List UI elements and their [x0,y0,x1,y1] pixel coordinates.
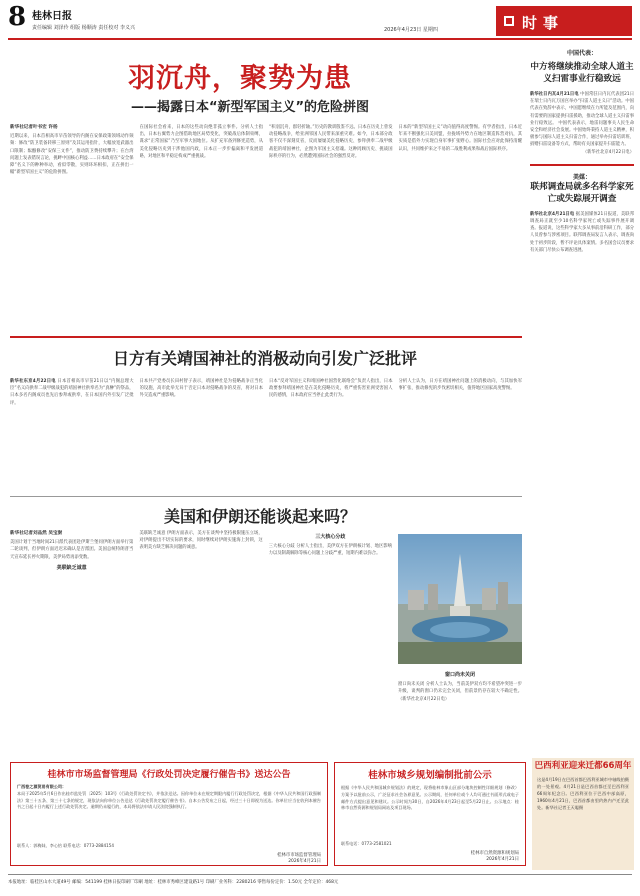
lead-text: 近期以来，日本首相高市早苗领导的内阁在安保政策领域动作频频：修改“防卫装备转移三原则”及其运用指针，大幅放宽武器出口限制；酝酿修改“安保三文件”，推动防卫费持续攀升；在台湾问题上发表错误言论，挑衅中国核心利益……日本政府在“安全保障”名义下的种种举动，看似零散，实则环环相扣，正在拼出一幅“新型军国主义”的危险拼图。 [10,134,134,176]
yasukuni-text: 日本首相高市早苗21日以“内阁总理大臣”名义向供奉二战甲级战犯的靖国神社供奉名为“真榊”的祭品，日本多名内阁成员也先后参拜或供奉，在日本国内外引发广泛批评。 [10,379,134,406]
iran-column [269,530,392,752]
iran-text: 美国计划于当地时间21日派代表团赴伊斯兰堡同伊朗方面举行第二轮谈判，但伊朗方面迟迟未确认是否派团。美国总统特朗普当天宣布延长停火期限，美伊局势再添变数。 [10,540,134,560]
section-label: 时事 [522,14,565,32]
iran-subhead: 三大核心分歧 [315,534,346,540]
yasukuni-column: 日本“反对军国主义和靖国神社国营化联络会”负责人指出，日本政要参拜靖国神社是在美化侵略历史，将严重伤害亚洲受害国人民的感情，日本政府应当停止此类行为。 [269,379,393,399]
iran-column: 美联缺乏诚意 伊朗方面表示，美方在谈判中坚持极限施压立场，对伊朗提出不切实际的要求，同时继续对伊朗实施海上封锁，这表明美方缺乏解决问题的诚意。 [139,531,263,551]
page-footer: 本报地址：临桂区山水大道49号 邮编：541199 桂林日报印刷厂印刷 地址：桂林市秀峰区建设路1号 印刷厂业务科：2280216 零售每份定价：1.50元 全年定价：468元 [8,874,632,890]
right-para: 中国常驻日内瓦代表团21日在瑞士日内瓦万国宫举办“扫雷人道主义日”活动。中国代表在致辞中表示，中国愿继续在力所能及范围内，向有需要的国家提供扫雷援助，推动全球人道主义扫雷事业行稳致远。 [530,92,634,126]
iran-text: 三大核心分歧 分析人士指出，美伊双方在伊朗核计划、地区影响力以及制裁解除等核心问题上分歧严重，短期内难以弥合。 [268,544,392,557]
right-dateline-2: 新华社北京4月21日电 [530,211,575,217]
right-title: 中方将继续推动全球人道主义扫雷事业行稳致远 [530,62,634,84]
lead-column: 在国际社会看来，日本的这些动向绝非孤立事件。分析人士指出，日本右翼势力企图借助地区局势变化，突破战后体制束缚，谋求“正常国家”乃至军事大国地位。从扩充军备到修宪造势，从美化侵略历史到干涉他国内政，日本正一步步偏离和平发展道路，对地区和平稳定构成严重挑战。 [139,125,263,159]
issue-date: 2026年4月23日 星期四 [384,27,438,33]
notice-signature: 桂林市自然资源和规划局 2026年4月21日 [470,850,519,862]
yasukuni-column: 分析人士认为，日方在靖国神社问题上的消极动向，与其加快军事扩张、推动修宪的步伐密切相关，值得地区国家高度警惕。 [398,379,522,392]
section-divider [10,496,522,497]
iran-subhead: 窗口尚未关闭 [444,672,475,678]
notice-signature: 桂林市市场监督管理局 2026年4月21日 [277,852,321,864]
yasukuni-body [10,378,522,490]
lead-byline: 新华社记者叶书宏 许杨 [10,125,58,130]
notice-title: 桂林市城乡规划编制批前公示 [368,770,492,781]
iran-title: 美国和伊朗还能谈起来吗？ [163,507,356,526]
right-divider [530,164,634,166]
section-marker-icon [504,16,514,26]
city-photo [398,534,522,664]
lead-title: 羽沉舟，聚势为患 [128,63,352,94]
yasukuni-dateline: 新华社东京4月22日电 [10,379,56,384]
page-header [8,4,632,38]
right-para: 中国代表表示，地雷问题事关人民生命安全和经济社会发展。中国始终秉持人道主义精神，积极参与国际人道主义扫雷合作，通过举办扫雷培训班、捐赠扫雷设备等方式，帮助有关国家提升扫雷能力。 [530,120,634,148]
right-column [530,48,634,608]
right-kicker: 中国代表： [566,50,597,57]
notice-body: 根据《中华人民共和国城乡规划法》的规定，现将桂林市象山区部分地块控制性详细规划（修改）方案予以批前公示，广泛征求社会各界意见。公示期间，任何单位或个人均可通过书面形式或电子邮件方式提出意见和建议。公示时间为30日，自2026年4月23日起至5月22日止。公示地点：桂林市自然资源和规划局网站及项目现场。 [341,785,519,811]
notice-market-supervision [10,762,328,866]
right-para-2: 据美国媒体21日报道，美联邦调查局正就至少10名科学家死亡或失踪事件展开调查。报道说，这些科学家大多从事前沿科研工作，部分人员曾参与涉密项目。联邦调查局发言人表示，调查尚处于初步阶段，暂不评论具体案情。多名国会议员要求有关部门尽快公布调查进展。 [530,211,634,253]
lead-subtitle: ——揭露日本“新型军国主义”的危险拼图 [130,100,370,115]
iran-column [10,530,133,752]
iran-final-column [398,668,522,750]
iran-text: 窗口尚未关闭 分析人士认为，当前美伊双方均不希望冲突进一步升级，谈判的窗口仍未完全关闭，但前景仍存在较大不确定性。（新华社北京4月22日电） [398,682,522,702]
notice-recipient: 广西卷之源贸易有限公司： [17,784,67,789]
header-rule [8,38,632,40]
page-number: 8 [8,2,27,32]
paper-name: 桂林日报 [32,11,72,22]
yasukuni-column: 日本共产党委员长田村智子表示，靖国神社是为侵略战争正当化的设施，高市此举无异于否定日本对侵略战争的反省，将对日本外交造成严重影响。 [139,379,263,399]
lead-column: “积羽沉舟，群轻折轴。”历史的教训殷鉴不远。日本在历史上曾发动侵略战争，给亚洲邻国人民带来深重灾难。如今，日本部分政客不仅不深刻反省，反而屡屡美化侵略历史、参拜供奉二战甲级战犯的靖国神社，企图为军国主义招魂。这种罔顾历史、挑战国际秩序的行为，必然遭到国际社会的强烈反对。 [269,125,393,159]
notice-title: 桂林市市场监督管理局《行政处罚决定履行催告书》送达公告 [47,770,291,780]
yasukuni-column [10,378,134,490]
iran-byline: 新华社记者刘品然 吴宝澍 [10,531,63,536]
news-photo [398,534,522,664]
right-title-2: 联邦调查局就多名科学家死亡或失踪展开调查 [530,181,634,204]
notice-urban-planning [334,762,526,866]
right-dateline: 新华社日内瓦4月21日电 [530,92,579,97]
right-signoff: （新华社北京4月22日电） [582,149,634,155]
lead-column: 日本的“新型军国主义”动向值得高度警惕。有学者指出，日本近年来不断强化日美同盟，拉拢域外势力在地区制造阵营对抗，其实质是借外力实现自身军事扩张野心。国际社会应对此保持清醒认识，共同维护来之不易的二战胜利成果和战后国际秩序。 [398,125,522,152]
right-kicker-2: 美媒： [572,173,591,181]
editors-line: 责任编辑 刘泽伶 组版 杨顺涛 责任校对 李义兴 [32,25,135,31]
feature-title: 巴西利亚迎来迁都66周年 [534,761,632,771]
right-body [530,91,634,156]
section-tag [496,6,632,36]
iran-subhead: 美联缺乏诚意 [56,564,87,571]
feature-text: 这是4月19日在巴西首都巴西利亚城市中轴线拍摄的一处景观。4月21日是巴西首都迁至巴西利亚66周年纪念日。巴西利亚位于巴西中部高原，1960年4月21日，巴西首都由里约热内卢迁至此处。新华社记者王天聪摄 [537,777,629,810]
lead-body [10,124,522,330]
lead-column [10,124,134,330]
yasukuni-title: 日方有关靖国神社的消极动向引发广泛批评 [112,349,417,368]
section-divider [10,336,522,338]
notice-contact: 联系人：郭梅妹、李心怡 联系电话：0773-2884154 [17,842,114,848]
iran-body [10,530,392,752]
brasilia-feature [532,758,634,870]
right-body-2 [530,211,634,254]
notice-contact: 联系电话：0773-2581021 [341,841,392,846]
notice-body: 本局于2025年5月6日作出桂市监处罚〔2025〕103号《行政处罚决定书》，并依法送达。因你单位未在规定期限内履行行政处罚决定，根据《中华人民共和国行政强制法》第三十五条、第三十七条的规定，现依法向你单位公告送达《行政处罚决定履行催告书》。自本公告发布之日起，经过三十日即视为送达。你单位应当在收到本催告书之日起十日内履行上述行政处罚决定。逾期仍未履行的，本局将依法申请人民法院强制执行。 [17,790,321,810]
